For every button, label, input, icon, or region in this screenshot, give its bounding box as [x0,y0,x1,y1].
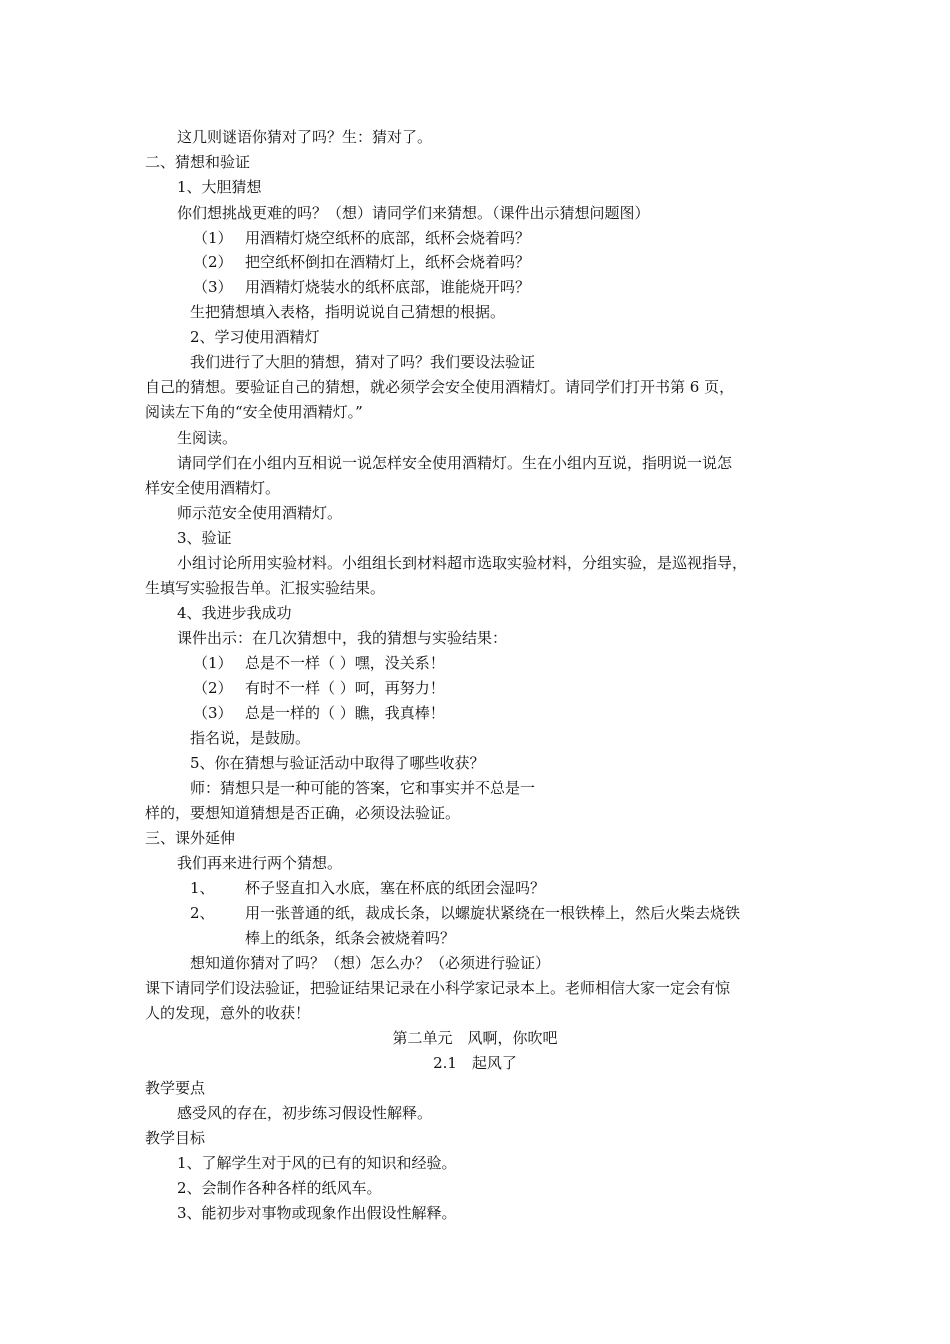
list-number: （2） [193,253,233,271]
text-line: 小组讨论所用实验材料。小组组长到材料超市选取实验材料，分组实验，是巡视指导， [177,554,748,572]
text-line: 这几则谜语你猜对了吗？生：猜对了。 [177,128,433,146]
section-heading: 教学目标 [145,1129,206,1147]
list-item-text: 总是不一样（ ）嘿，没关系！ [245,654,445,672]
text-line: 我们进行了大胆的猜想，猜对了吗？我们要设法验证 [190,353,536,371]
subsection-heading: 2、学习使用酒精灯 [190,328,320,346]
text-line: 2、会制作各种各样的纸风车。 [177,1179,382,1197]
text-line: 师：猜想只是一种可能的答案，它和事实并不总是一 [190,779,536,797]
unit-title: 第二单元 风啊，你吹吧 [392,1029,558,1047]
list-item [190,903,215,923]
text-line: 我们再来进行两个猜想。 [177,854,343,872]
section-heading: 二、猜想和验证 [145,153,251,171]
text-line: 自己的猜想。要验证自己的猜想，就必须学会安全使用酒精灯。请同学们打开书第 6 页， [145,378,735,396]
text-line: 课下请同学们设法验证，把验证结果记录在小科学家记录本上。老师相信大家一定会有惊 [145,979,731,997]
list-number: （3） [193,704,233,722]
text-line: 人的发现，意外的收获！ [145,1004,311,1022]
list-item [193,703,233,723]
subsection-heading: 5、你在猜想与验证活动中取得了哪些收获？ [190,754,485,772]
text-line: 生阅读。 [177,429,238,447]
text-line: 师示范安全使用酒精灯。 [177,504,343,522]
text-line: 生填写实验报告单。汇报实验结果。 [145,579,386,597]
text-line: 想知道你猜对了吗？（想）怎么办？（必须进行验证） [190,954,551,972]
list-number: （3） [193,278,233,296]
list-item [193,277,233,297]
text-line: 课件出示：在几次猜想中，我的猜想与实验结果： [177,629,508,647]
list-number: （2） [193,679,233,697]
text-line: 你们想挑战更难的吗？（想）请同学们来猜想。（课件出示猜想问题图） [177,204,650,222]
list-item-text: 用酒精灯烧空纸杯的底部，纸杯会烧着吗？ [245,229,531,247]
list-number: 2、 [190,904,215,922]
subsection-heading: 4、我进步我成功 [177,604,292,622]
list-number: 1、 [190,879,215,897]
section-heading: 三、课外延伸 [145,829,236,847]
text-line: 感受风的存在，初步练习假设性解释。 [177,1104,433,1122]
list-item [190,878,215,898]
list-item-text: 把空纸杯倒扣在酒精灯上，纸杯会烧着吗？ [245,253,531,271]
list-item-text: 总是一样的（ ）瞧，我真棒！ [245,704,445,722]
text-line: 请同学们在小组内互相说一说怎样安全使用酒精灯。生在小组内互说，指明说一说怎 [177,454,733,472]
section-heading: 教学要点 [145,1079,206,1097]
list-item [193,228,233,248]
list-item-text: 用酒精灯烧装水的纸杯底部，谁能烧开吗？ [245,278,531,296]
list-item [193,252,233,272]
subsection-heading: 1、大胆猜想 [177,178,262,196]
text-line: 3、能初步对事物或现象作出假设性解释。 [177,1204,457,1222]
list-item-text: 有时不一样（ ）呵，再努力！ [245,679,445,697]
text-line: 阅读左下角的“安全使用酒精灯。” [145,403,363,421]
list-item-text: 杯子竖直扣入水底，塞在杯底的纸团会湿吗？ [245,879,546,897]
lesson-title: 2.1 起风了 [433,1054,517,1072]
list-item-text: 用一张普通的纸，裁成长条，以螺旋状紧绕在一根铁棒上，然后火柴去烧铁 [245,904,741,922]
list-item [193,678,233,698]
text-line: 样安全使用酒精灯。 [145,479,281,497]
text-line: 1、了解学生对于风的已有的知识和经验。 [177,1154,457,1172]
subsection-heading: 3、验证 [177,529,232,547]
text-line: 样的，要想知道猜想是否正确，必须设法验证。 [145,804,461,822]
list-number: （1） [193,654,233,672]
text-line: 指名说，是鼓励。 [190,729,311,747]
list-number: （1） [193,229,233,247]
list-item [193,653,233,673]
text-line: 生把猜想填入表格，指明说说自己猜想的根据。 [190,303,506,321]
list-item-text-continued: 棒上的纸条，纸条会被烧着吗？ [245,929,456,947]
